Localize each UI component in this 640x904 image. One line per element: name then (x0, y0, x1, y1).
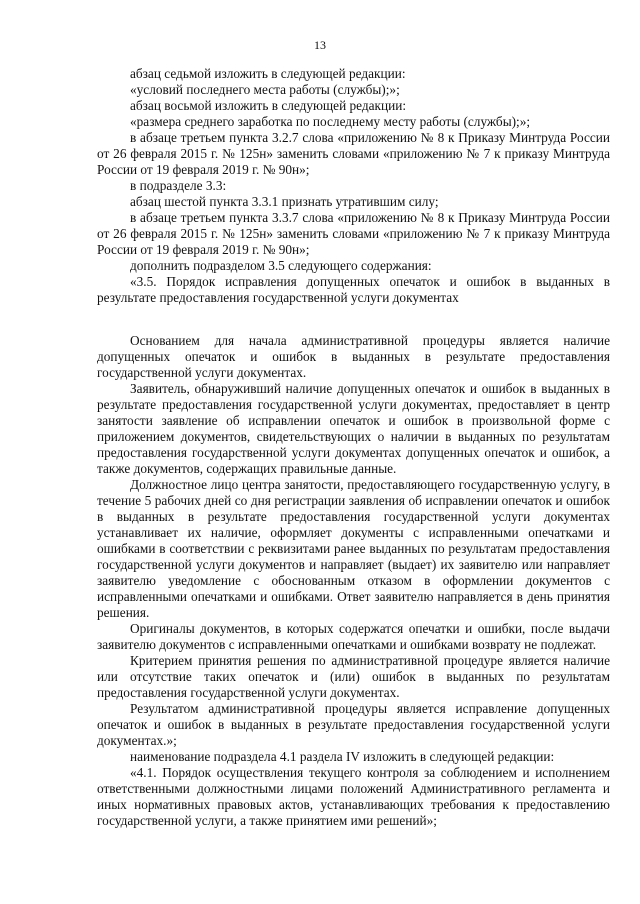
page-number: 13 (314, 38, 326, 52)
paragraph: абзац шестой пункта 3.3.1 признать утратившим силу; (130, 194, 439, 209)
paragraph: «4.1. Порядок осуществления текущего контроля за соблюдением и исполнением ответственными должностными лицами положений Административного регламента и иных нормативных правовых актов, устанавливающих требования к предоставлению государственной услуги, а также принятием ими решений»; (97, 765, 610, 828)
paragraph: Результатом административной процедуры является исправление допущенных опечаток и ошибок в выданных в результате предоставления государственной услуги документах.»; (97, 701, 610, 748)
document-body (97, 66, 610, 829)
paragraph: наименование подраздела 4.1 раздела IV изложить в следующей редакции: (130, 749, 555, 764)
paragraph: дополнить подразделом 3.5 следующего содержания: (130, 258, 432, 273)
paragraph: Критерием принятия решения по административной процедуре является наличие или отсутствие таких опечаток и (или) ошибок в выданных по результатам предоставления государственной услуги документах. (97, 653, 610, 700)
paragraph: абзац восьмой изложить в следующей редакции: (130, 98, 407, 113)
paragraph: Основанием для начала административной процедуры является наличие допущенных опечаток и ошибок в выданных в результате предоставления государственной услуги документах. (97, 333, 610, 380)
paragraph: абзац седьмой изложить в следующей редакции: (130, 66, 406, 81)
paragraph: в абзаце третьем пункта 3.2.7 слова «приложению № 8 к Приказу Минтруда России от 26 февраля 2015 г. № 125н» заменить словами «приложению № 7 к приказу Минтруда России от 19 февраля 2019 г. № 90н»; (97, 130, 610, 177)
paragraph: в подразделе 3.3: (130, 178, 227, 193)
paragraph: в абзаце третьем пункта 3.3.7 слова «приложению № 8 к Приказу Минтруда России от 26 февраля 2015 г. № 125н» заменить словами «приложению № 7 к приказу Минтруда России от 19 февраля 2019 г. № 90н»; (97, 210, 610, 257)
paragraph: Заявитель, обнаруживший наличие допущенных опечаток и ошибок в выданных в результате предоставления государственной услуги документах, предоставляет в центр занятости заявление об исправлении опечаток и ошибок в произвольной форме с приложением документов, свидетельствующих о наличии в выданных по результатам предоставления государственной услуги документах допущенных опечаток и ошибок, а также документов, содержащих правильные данные. (97, 381, 610, 476)
paragraph: Должностное лицо центра занятости, предоставляющего государственную услугу, в течение 5 рабочих дней со дня регистрации заявления об исправлении опечаток и ошибок в выданных в результате предоставления государственной услуги документах устанавливает их наличие, оформляет документы с исправленными опечатками и ошибками в соответствии с реквизитами ранее выданных по результатам предоставления государственной услуги документов и направляет (выдает) их заявителю или направляет заявителю уведомление с обоснованным отказом в оформлении документов с исправленными опечатками и ошибками. Ответ заявителю направляется в день принятия решения. (97, 477, 610, 620)
paragraph: «размера среднего заработка по последнему месту работы (службы);»; (130, 114, 531, 129)
paragraph: «условий последнего места работы (службы);»; (130, 82, 400, 97)
section-heading: «3.5. Порядок исправления допущенных опечаток и ошибок в выданных в результате предоставления государственной услуги документах (97, 274, 610, 305)
paragraph: Оригиналы документов, в которых содержатся опечатки и ошибки, после выдачи заявителю документов с исправленными опечатками и ошибками возврату не подлежат. (97, 621, 610, 652)
